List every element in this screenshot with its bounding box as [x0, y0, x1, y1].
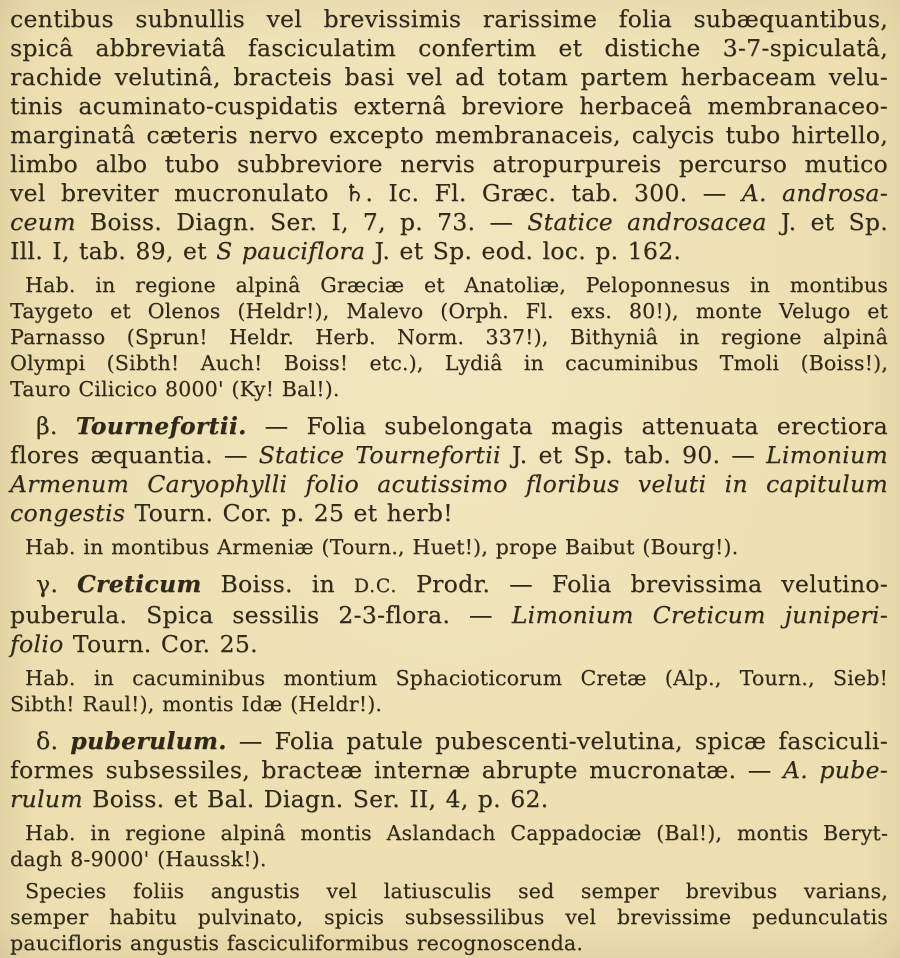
- text-segment: Tourn. Cor. 25.: [63, 630, 258, 658]
- text-segment: Hab. in regione alpinâ montis Aslandach Cappadociæ (Bal!), montis Beryt-: [25, 821, 888, 845]
- text-segment: Tauro Cilicico 8000' (Ky! Bal!).: [10, 377, 340, 401]
- text-segment: paucifloris angustis fasciculiformibus recognoscenda.: [10, 931, 584, 955]
- taxon-name: congestis: [10, 499, 126, 527]
- text-line: [10, 324, 888, 350]
- taxon-name: Statice androsacea: [527, 208, 767, 236]
- variety-tournefortii: [10, 412, 888, 528]
- text-segment: Olympi (Sibth! Auch! Boiss! etc.), Lydiâ in cacuminibus Tmoli (Boiss!),: [10, 351, 888, 375]
- text-line: [10, 691, 888, 717]
- text-line: [10, 756, 888, 785]
- text-line: [10, 121, 888, 150]
- text-line: [10, 150, 888, 179]
- text-line: [10, 179, 888, 208]
- habitat-tournefortii: [10, 534, 888, 560]
- text-line: [10, 376, 888, 402]
- text-segment: centibus subnullis vel brevissimis rarissime folia subæquantibus,: [10, 5, 888, 33]
- taxon-name: folio: [10, 630, 64, 658]
- text-line: [10, 630, 888, 659]
- text-line: [10, 208, 888, 237]
- variety-creticum: [10, 570, 888, 659]
- text-line: [10, 665, 888, 691]
- text-line: [10, 878, 888, 904]
- text-line: [10, 441, 888, 470]
- text-segment: δ.: [36, 727, 71, 755]
- text-line: [10, 350, 888, 376]
- text-segment: puberula. Spica sessilis 2-3-flora. —: [10, 601, 512, 629]
- text-segment: spicâ abbreviatâ fasciculatim confertim et distiche 3-7-spiculatâ,: [10, 34, 888, 62]
- taxon-name: Armenum Caryophylli folio acutissimo floribus veluti in capitulum: [10, 470, 888, 498]
- text-line: [10, 5, 888, 34]
- habitat-creticum: [10, 665, 888, 717]
- text-segment: Hab. in cacuminibus montium Sphacioticorum Cretæ (Alp., Tourn., Sieb!: [25, 666, 888, 690]
- text-segment: vel breviter mucronulato: [10, 179, 344, 207]
- text-segment: Sibth! Raul!), montis Idæ (Heldr!).: [10, 692, 383, 716]
- taxon-name: rulum: [10, 785, 83, 813]
- text-line: [10, 499, 888, 528]
- text-segment: Parnasso (Sprun! Heldr. Herb. Norm. 337!), Bithyniâ in regione alpinâ: [10, 325, 888, 349]
- text-line: [10, 846, 888, 872]
- text-segment: . Ic. Fl. Græc. tab. 300. —: [365, 179, 742, 207]
- text-line: [10, 412, 888, 441]
- text-segment: Prodr. — Folia brevissima velutino-: [397, 570, 888, 598]
- habitat-androsaceum: [10, 272, 888, 402]
- text-segment: — Folia patule pubescenti-velutina, spicæ fasciculi-: [226, 727, 888, 755]
- text-line: [10, 63, 888, 92]
- variety-epithet: puberulum.: [70, 727, 227, 755]
- text-line: [10, 92, 888, 121]
- taxon-name: Statice Tournefortii: [258, 441, 501, 469]
- taxon-name: A. androsa-: [741, 179, 888, 207]
- text-segment: rachide velutinâ, bracteis basi vel ad totam partem herbaceam velu-: [10, 63, 888, 91]
- variety-puberulum: [10, 727, 888, 814]
- variety-epithet: Creticum: [77, 570, 202, 598]
- text-segment: Ill. I, tab. 89, et: [10, 237, 217, 265]
- text-line: [10, 785, 888, 814]
- text-segment: J. et Sp. eod. loc. p. 162.: [365, 237, 682, 265]
- text-line: [10, 272, 888, 298]
- taxon-name: Limonium: [765, 441, 889, 469]
- text-line: [10, 904, 888, 930]
- text-line: [10, 298, 888, 324]
- text-segment: dagh 8-9000' (Haussk!).: [10, 847, 267, 871]
- description-androsaceum: [10, 5, 888, 266]
- text-segment: Boiss. et Bal. Diagn. Ser. II, 4, p. 62.: [82, 785, 549, 813]
- text-line: [10, 470, 888, 499]
- lifeform-symbol-icon: ♄: [344, 179, 366, 207]
- text-segment: Species foliis angustis vel latiusculis sed semper brevibus varians,: [25, 879, 888, 903]
- text-segment: marginatâ cæteris nervo excepto membranaceis, calycis tubo hirtello,: [10, 121, 888, 149]
- text-line: [10, 34, 888, 63]
- text-line: [10, 601, 888, 630]
- text-segment: semper habitu pulvinato, spicis subsessilibus vel brevissime pedunculatis: [10, 905, 888, 929]
- text-line: [10, 237, 888, 266]
- taxon-name: Limonium Creticum juniperi-: [511, 601, 888, 629]
- variety-epithet: Tournefortii.: [75, 412, 247, 440]
- text-segment: J. et Sp.: [766, 208, 888, 236]
- text-segment: flores æquantia. —: [10, 441, 259, 469]
- text-segment: limbo albo tubo subbreviore nervis atropurpureis percurso mutico: [10, 150, 888, 178]
- taxon-name: A. pube-: [782, 756, 888, 784]
- text-segment: formes subsessiles, bracteæ internæ abrupte mucronatæ. —: [10, 756, 783, 784]
- text-line: [10, 820, 888, 846]
- text-segment: Boiss. Diagn. Ser. I, 7, p. 73. —: [75, 208, 528, 236]
- text-line: [10, 570, 888, 601]
- habitat-puberulum: [10, 820, 888, 872]
- text-line: [10, 930, 888, 956]
- text-segment: Taygeto et Olenos (Heldr!), Malevo (Orph. Fl. exs. 80!), monte Velugo et: [10, 299, 888, 323]
- text-segment: γ.: [36, 570, 78, 598]
- text-segment: Boiss. in: [201, 570, 354, 598]
- text-segment: tinis acuminato-cuspidatis externâ breviore herbaceâ membranaceo-: [10, 92, 888, 120]
- text-line: [10, 534, 888, 560]
- taxon-name: S pauciflora: [216, 237, 366, 265]
- text-segment: J. et Sp. tab. 90. —: [500, 441, 766, 469]
- text-segment: β.: [36, 412, 76, 440]
- text-segment: Hab. in montibus Armeniæ (Tourn., Huet!), prope Baibut (Bourg!).: [25, 535, 739, 559]
- smallcaps-abbrev: D.C.: [353, 576, 398, 597]
- species-note: [10, 878, 888, 956]
- text-segment: Tourn. Cor. p. 25 et herb!: [125, 499, 453, 527]
- text-segment: — Folia subelongata magis attenuata erectiora: [246, 412, 888, 440]
- text-segment: Hab. in regione alpinâ Græciæ et Anatoliæ, Peloponnesus in montibus: [25, 273, 888, 297]
- text-line: [10, 727, 888, 756]
- taxon-name: ceum: [10, 208, 76, 236]
